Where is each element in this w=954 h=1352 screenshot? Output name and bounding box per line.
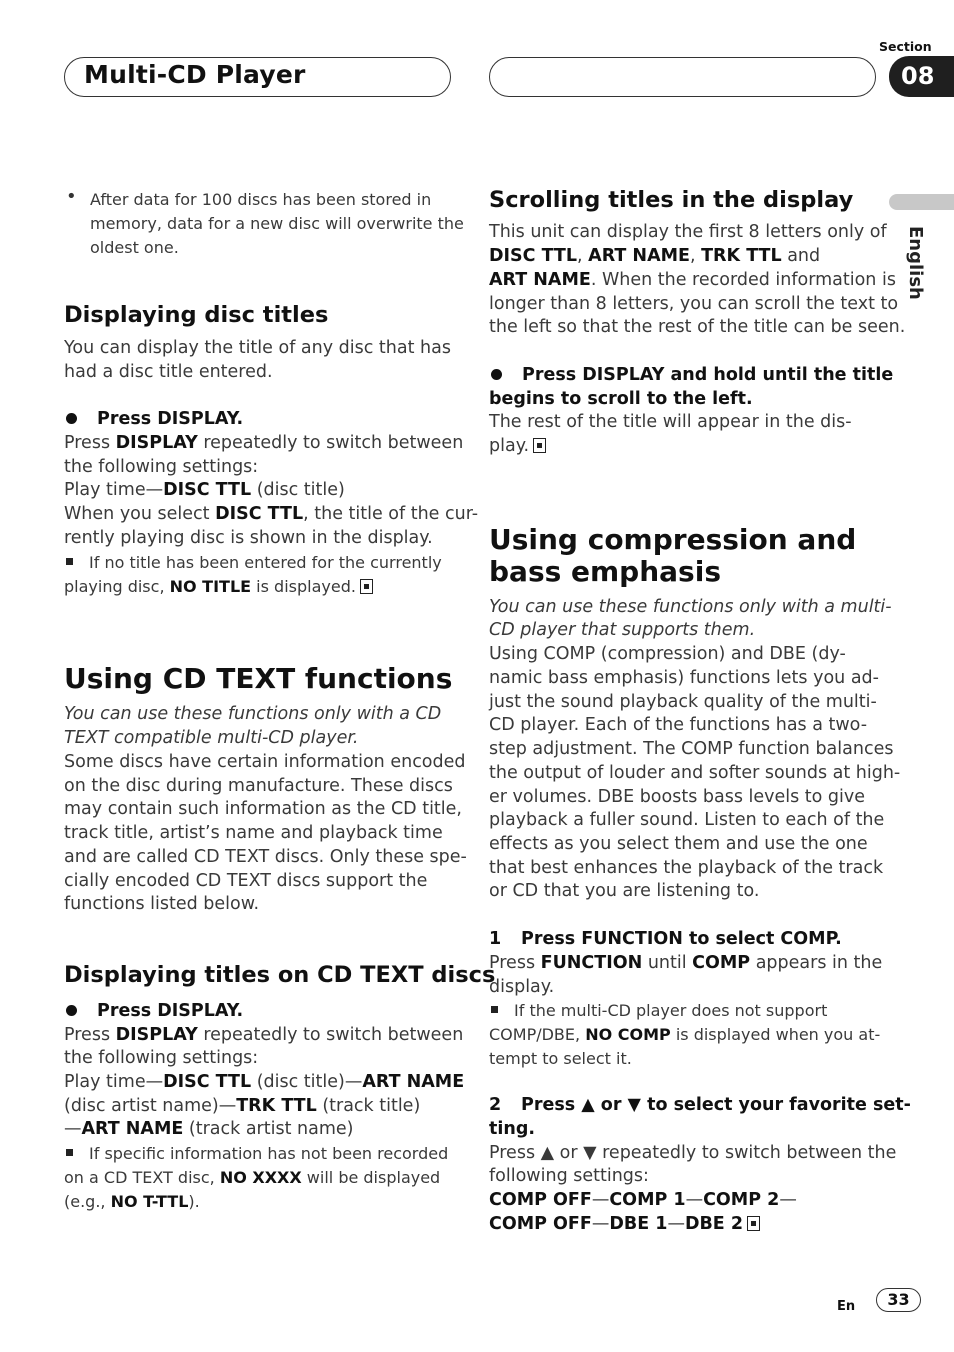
heading-using-cd-text: Using CD TEXT functions	[64, 662, 453, 695]
paragraph-line: Press DISPLAY repeatedly to switch between	[64, 433, 464, 453]
heading-displaying-titles-cd-text: Displaying titles on CD TEXT discs	[64, 962, 496, 988]
heading-compression-line2: bass emphasis	[489, 555, 721, 588]
end-of-section-icon	[533, 438, 546, 453]
paragraph-line: Some discs have certain information encoded	[64, 752, 466, 772]
paragraph-line: effects as you select them and use the one	[489, 834, 868, 854]
page-number: 33	[876, 1288, 921, 1312]
paragraph-line: Press ▲ or ▼ repeatedly to switch between the	[489, 1143, 897, 1163]
paragraph-line: This unit can display the first 8 letters only of	[489, 222, 887, 242]
italic-line: You can use these functions only with a CD	[64, 704, 442, 724]
end-of-section-icon	[360, 579, 373, 594]
paragraph-line: CD player. Each of the functions has a two-	[489, 715, 868, 735]
paragraph-line: the following settings:	[64, 1048, 259, 1068]
paragraph-line: on the disc during manufacture. These discs	[64, 776, 453, 796]
note-line: (e.g., NO T-TTL).	[64, 1192, 200, 1211]
paragraph-line: following settings:	[489, 1166, 649, 1186]
paragraph-line: track title, artist’s name and playback time	[64, 823, 443, 843]
paragraph-line: COMP OFF—DBE 1—DBE 2	[489, 1213, 760, 1237]
paragraph-line: cially encoded CD TEXT discs support the	[64, 871, 428, 891]
italic-line: CD player that supports them.	[489, 620, 756, 640]
bullet-dot	[66, 1005, 77, 1016]
heading-scrolling-titles: Scrolling titles in the display	[489, 187, 854, 213]
step-1: 1 Press FUNCTION to select COMP.	[489, 929, 842, 949]
header-right-frame	[489, 57, 876, 97]
section-number-badge: 08	[889, 56, 954, 97]
paragraph-line: may contain such information as the CD title,	[64, 799, 462, 819]
paragraph-line: functions listed below.	[64, 894, 260, 914]
section-label: Section	[879, 39, 932, 54]
bullet-note-line: memory, data for a new disc will overwrite the	[90, 214, 464, 233]
paragraph-line: You can display the title of any disc that has	[64, 338, 451, 358]
bullet-note-line: After data for 100 discs has been stored in	[90, 190, 432, 209]
paragraph-line: Using COMP (compression) and DBE (dy-	[489, 644, 846, 664]
paragraph-line: longer than 8 letters, you can scroll the text to	[489, 294, 899, 314]
note-line: If no title has been entered for the currently	[66, 551, 442, 575]
paragraph-line: —ART NAME (track artist name)	[64, 1119, 354, 1139]
language-label: English	[905, 226, 926, 300]
step-continued: begins to scroll to the left.	[489, 389, 753, 409]
paragraph-line: play.	[489, 435, 546, 459]
step-press-display-hold: Press DISPLAY and hold until the title	[491, 364, 893, 388]
note-square-icon	[66, 558, 73, 565]
bullet-dot	[66, 413, 77, 424]
paragraph-line: Press DISPLAY repeatedly to switch between	[64, 1025, 464, 1045]
paragraph-line: playback a fuller sound. Listen to each of the	[489, 810, 885, 830]
paragraph-line: Play time—DISC TTL (disc title)	[64, 480, 345, 500]
paragraph-line: had a disc title entered.	[64, 362, 273, 382]
heading-displaying-disc-titles: Displaying disc titles	[64, 302, 329, 328]
step-2: 2 Press ▲ or ▼ to select your favorite set-	[489, 1095, 911, 1115]
paragraph-line: namic bass emphasis) functions lets you ad-	[489, 668, 879, 688]
step-press-display: Press DISPLAY.	[66, 1000, 243, 1024]
bullet-dot	[491, 369, 502, 380]
paragraph-line: er volumes. DBE boosts bass levels to give	[489, 787, 866, 807]
heading-compression-line1: Using compression and	[489, 523, 857, 556]
paragraph-line: Press FUNCTION until COMP appears in the	[489, 953, 883, 973]
bullet-dot: •	[66, 186, 77, 207]
paragraph-line: DISC TTL, ART NAME, TRK TTL and	[489, 246, 821, 266]
paragraph-line: The rest of the title will appear in the dis-	[489, 412, 852, 432]
paragraph-line: rently playing disc is shown in the display.	[64, 528, 433, 548]
paragraph-line: the output of louder and softer sounds at high-	[489, 763, 901, 783]
paragraph-line: ART NAME. When the recorded information is	[489, 270, 896, 290]
language-tab	[889, 194, 954, 210]
note-line: tempt to select it.	[489, 1049, 632, 1068]
italic-line: TEXT compatible multi-CD player.	[64, 728, 359, 748]
paragraph-line: step adjustment. The COMP function balances	[489, 739, 894, 759]
note-line: If the multi-CD player does not support	[491, 999, 827, 1023]
paragraph-line: the following settings:	[64, 457, 259, 477]
note-square-icon	[491, 1006, 498, 1013]
paragraph-line: COMP OFF—COMP 1—COMP 2—	[489, 1190, 797, 1210]
paragraph-line: When you select DISC TTL, the title of the cur-	[64, 504, 479, 524]
footer-language: En	[837, 1299, 856, 1314]
note-line: on a CD TEXT disc, NO XXXX will be displayed	[64, 1168, 441, 1187]
paragraph-line: and are called CD TEXT discs. Only these spe-	[64, 847, 467, 867]
end-of-section-icon	[747, 1216, 760, 1231]
italic-line: You can use these functions only with a multi-	[489, 597, 892, 617]
paragraph-line: Play time—DISC TTL (disc title)—ART NAME	[64, 1072, 465, 1092]
page-title: Multi-CD Player	[84, 60, 306, 89]
paragraph-line: or CD that you are listening to.	[489, 881, 760, 901]
bullet-note-line: oldest one.	[90, 238, 179, 257]
paragraph-line: that best enhances the playback of the track	[489, 858, 884, 878]
step-continued: ting.	[489, 1119, 535, 1139]
step-press-display: Press DISPLAY.	[66, 408, 243, 432]
note-line: If specific information has not been recorded	[66, 1142, 448, 1166]
paragraph-line: the left so that the rest of the title can be seen.	[489, 317, 906, 337]
paragraph-line: just the sound playback quality of the multi-	[489, 692, 877, 712]
paragraph-line: display.	[489, 977, 555, 997]
note-line: COMP/DBE, NO COMP is displayed when you at-	[489, 1025, 881, 1044]
note-square-icon	[66, 1149, 73, 1156]
note-line: playing disc, NO TITLE is displayed.	[64, 575, 373, 599]
paragraph-line: (disc artist name)—TRK TTL (track title)	[64, 1096, 421, 1116]
